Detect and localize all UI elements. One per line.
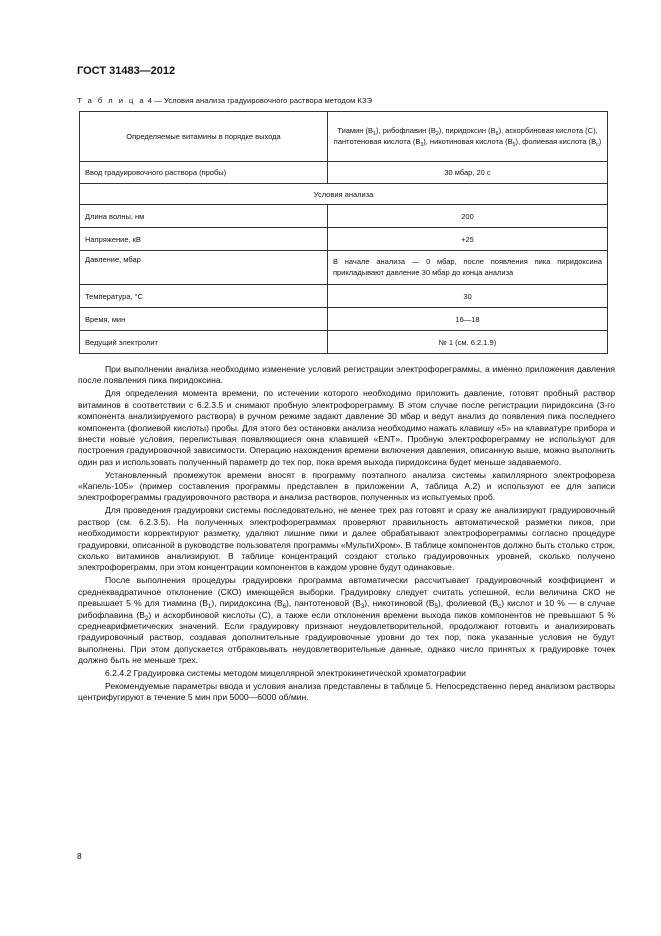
- row-label-temperature: Температура, °C: [80, 285, 328, 308]
- row-value-temperature: 30: [328, 285, 608, 308]
- table-row-injection: [80, 162, 608, 184]
- table-row: [80, 308, 608, 331]
- paragraph: Для проведения градуировки системы последовательно, не менее трех раз готовят и сразу же анализируют градуировочный раствор (см. 6.2.3.5). На полученных электрофореграммах проверяют правильность автоматической разметки пиков, при необходимости корректируют разметку, удаляют лишние пики и далее обрабатывают электрофореграммы согласно процедуре градуировки, описанной в руководстве пользователя программы «МультиХром». В таблице компонентов должно быть столько строк, сколько витаминов анализируют. В таблице концентраций создают столько градуировочных уровней, сколько получено электрофореграмм, при этом концентрации компонентов в каждом уровне будут одинаковые.: [78, 505, 615, 573]
- paragraph: Для определения момента времени, по истечении которого необходимо приложить давление, готовят пробный раствор витаминов в соответствии с 6.2.3.5 и снимают пробную электрофореграмму. В этом случае после регистрации пиридоксина (3-го компонента анализируемого раствора) в ручном режиме задают давление 30 мбар и ведут анализ до появления пика последнего компонента (фолиевой кислоты) пробы. Для этого без остановки анализа необходимо нажать клавишу «5» на клавиатуре прибора и внести новые условия, перелистывая появляющиеся окна клавишей «ENT». Пробную электрофореграмму не используют для построения градуировочной зависимости. Операцию нахождения времени включения давления, описанную выше, можно выполнить один раз и использовать полученный параметр до тех пор, пока время выхода пиридоксина будет меньше задаваемого.: [78, 388, 615, 467]
- row-label-electrolyte: Ведущий электролит: [80, 331, 328, 354]
- section-header-analysis-conditions: Условия анализа: [80, 184, 608, 205]
- table-caption: [77, 96, 372, 105]
- table-header-row: [80, 112, 608, 162]
- analysis-conditions-table: [79, 111, 608, 354]
- row-label-wavelength: Длина волны, нм: [80, 205, 328, 228]
- row-label-injection: Ввод градуировочного раствора (пробы): [80, 162, 328, 184]
- paragraph: При выполнении анализа необходимо изменение условий регистрации электрофореграммы, а именно приложения давления после появления пика пиридоксина.: [78, 364, 615, 386]
- row-label-time: Время, мин: [80, 308, 328, 331]
- column-header-vitamins-order: Определяемые витамины в порядке выхода: [80, 112, 328, 162]
- body-text: [78, 364, 615, 704]
- table-row: [80, 205, 608, 228]
- page-number: 8: [77, 851, 82, 861]
- row-label-pressure: Давление, мбар: [80, 251, 328, 285]
- table-caption-word: Т а б л и ц а: [77, 96, 146, 105]
- table-row: [80, 331, 608, 354]
- row-value-injection: 30 мбар, 20 с: [328, 162, 608, 184]
- paragraph-calibration-criteria: После выполнения процедуры градуировки программа автоматически рассчитывает градуировочный коэффициент и среднеквадратичное отклонение (СКО) имеющейся выборки. Градуировку следует считать успешной, если величина СКО не превышает 5 % для тиамина $(B_1)$, пиридоксина $(B_6)$, пантотеновой $(B_3)$, никотиновой $(B_5)$, фолиевой $(B_c)$ кислот и 10 % — в случае рибофлавина $(B_2)$ и аскорбиновой кислоты (C), а также если отклонения времени выхода пиков компонентов не превышают 5 % среднеарифметических значений. Если градуировку признают неудовлетворительной, продолжают готовить и анализировать градуировочный раствор, создавая дополнительные градуировочные уровни до тех пор, пока указанные условия не будут выполнены. При этом допускается отбраковывать неудовлетворительные данные, однако число принятых к градуировке точек должно быть не меньше трех.: [78, 575, 615, 666]
- table-row: [80, 285, 608, 308]
- table-section-row: [80, 184, 608, 205]
- row-value-voltage: +25: [328, 228, 608, 251]
- table-row: [80, 228, 608, 251]
- column-header-vitamin-list: Тиамин $(B_1)$, рибофлавин $(B_2)$, пиридоксин $(B_6)$, аскорбиновая кислота (C), пантотеновая кислота $(B_3)$, никотиновая кислота $(B_5)$, фолиевая кислота $(B_c)$: [328, 112, 608, 162]
- row-value-wavelength: 200: [328, 205, 608, 228]
- table-caption-text: 4 — Условия анализа градуировочного раствора методом КЗЭ: [145, 96, 373, 105]
- row-value-time: 16—18: [328, 308, 608, 331]
- paragraph: Установленный промежуток времени вносят в программу поэтапного анализа системы капиллярного электрофореза «Капель-105» (пример составления программы представлен в приложении А, таблица А.2) и используют ее для записи электрофореграммы градуировочного раствора и анализа растворов, полученных из испытуемых проб.: [78, 469, 615, 503]
- table-row: [80, 251, 608, 285]
- paragraph: Рекомендуемые параметры ввода и условия анализа представлены в таблице 5. Непосредственно перед анализом растворы центрифугируют в течение 5 мин при 5000—6000 об/мин.: [78, 680, 615, 703]
- document-standard-title: ГОСТ 31483—2012: [77, 65, 176, 77]
- section-heading-6-2-4-2: 6.2.4.2 Градуировка системы методом мицеллярной электрокинетической хроматографии: [105, 668, 466, 679]
- row-label-voltage: Напряжение, кВ: [80, 228, 328, 251]
- row-value-pressure: В начале анализа — 0 мбар, после появления пика пиридоксина прикладывают давление 30 мбар до конца анализа: [328, 251, 608, 285]
- row-value-electrolyte: № 1 (см. 6.2.1.9): [328, 331, 608, 354]
